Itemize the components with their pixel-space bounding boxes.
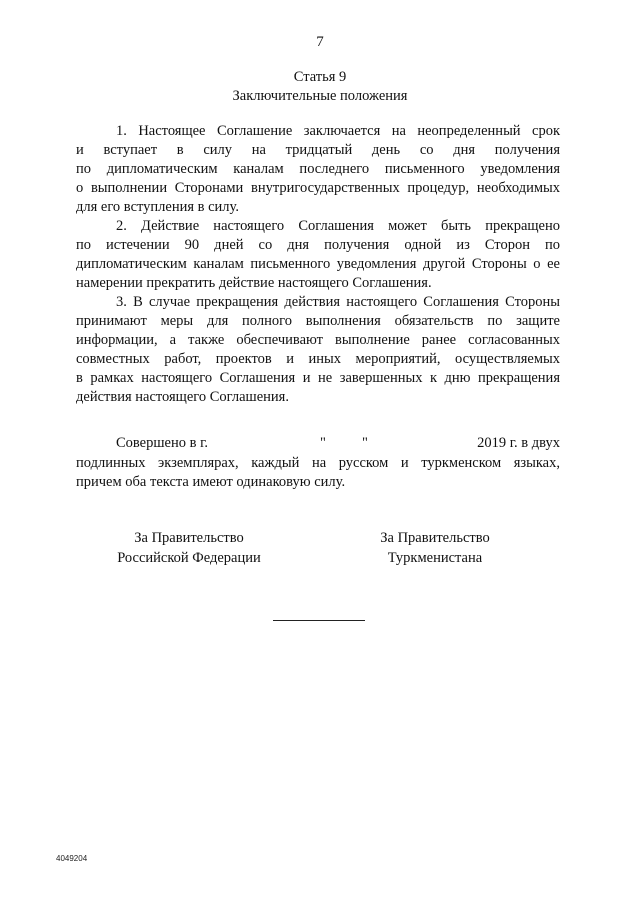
done-at-label: Совершено в г.: [116, 435, 209, 451]
paragraph-3: [76, 293, 560, 407]
signature-turkmenistan: [330, 529, 540, 568]
signature-russia: [84, 529, 294, 568]
done-at-year: 2019 г. в двух: [477, 435, 560, 451]
paragraph-2: [76, 217, 560, 293]
done-at-line-2: подлинных экземплярах, каждый на русском и туркменском языках,: [76, 454, 560, 471]
paragraph-line: по дипломатическим каналам последнего письменного уведомления: [76, 161, 560, 177]
done-at-block: [76, 434, 560, 493]
paragraph-line: намерении прекратить действие настоящего Соглашения.: [76, 275, 432, 291]
article-body: [76, 122, 560, 407]
paragraph-line: для его вступления в силу.: [76, 199, 239, 215]
done-at-line: [76, 434, 560, 454]
paragraph-line: совместных работ, проектов и иных мероприятий, осуществляемых: [76, 351, 560, 367]
paragraph-line: по истечении 90 дней со дня получения одной из Сторон по: [76, 237, 560, 253]
signature-label: За Правительство: [380, 530, 490, 546]
paragraph-line: 1. Настоящее Соглашение заключается на неопределенный срок: [116, 123, 560, 139]
article-title: Статья 9: [293, 69, 347, 85]
paragraph-line: дипломатическим каналам письменного уведомления другой Стороны о ее: [76, 256, 560, 272]
signature-party: Туркменистана: [387, 549, 483, 566]
paragraph-line: и вступает в силу на тридцатый день со дня получения: [76, 142, 560, 158]
paragraph-line: принимают меры для полного выполнения обязательств по защите: [76, 313, 560, 329]
paragraph-line: информации, а также обеспечивают выполнение ранее согласованных: [76, 332, 560, 348]
paragraph-line: действия настоящего Соглашения.: [76, 389, 289, 405]
date-quote-open: ": [320, 435, 326, 451]
done-at-line-3: причем оба текста имеют одинаковую силу.: [76, 474, 346, 490]
signature-party: Российской Федерации: [117, 549, 261, 566]
end-divider: [273, 620, 365, 621]
article-subtitle: Заключительные положения: [232, 88, 408, 104]
date-quote-close: ": [362, 435, 368, 451]
paragraph-line: в рамках настоящего Соглашения и не завершенных к дню прекращения: [76, 370, 560, 386]
paragraph-line: о выполнении Сторонами внутригосударственных процедур, необходимых: [76, 180, 560, 196]
paragraph-line: 3. В случае прекращения действия настоящего Соглашения Стороны: [116, 294, 560, 310]
signature-label: За Правительство: [134, 530, 244, 546]
paragraph-line: 2. Действие настоящего Соглашения может быть прекращено: [116, 218, 560, 234]
paragraph-1: [76, 122, 560, 217]
article-heading: [0, 68, 640, 106]
page-number: 7: [316, 34, 324, 50]
document-code: 4049204: [56, 854, 88, 863]
